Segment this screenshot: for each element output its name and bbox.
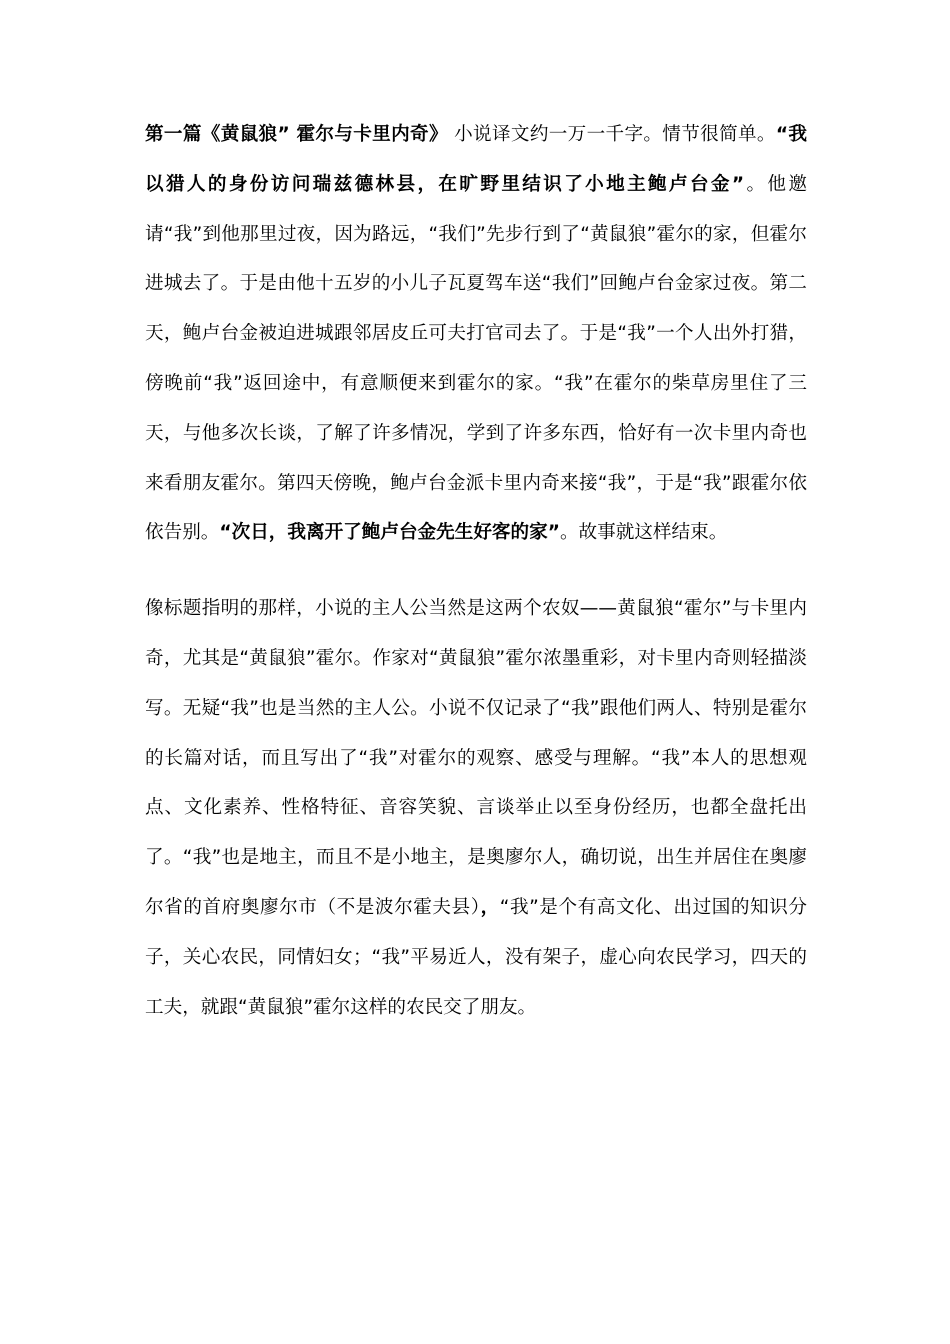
text-run: 。他邀请“我”到他那里过夜，因为路远，“我们”先步行到了“黄鼠狼”霍尔的家，但霍尔进城去了。于是由他十五岁的小儿子瓦夏驾车送“我们”回鲍卢台金家过夜。第二天，鲍卢台金被迫进城跟邻居皮丘可夫打官司去了。于是“我”一个人出外打猎，傍晚前“我”返回途中，有意顺便来到霍尔的家。“我”在霍尔的柴草房里住了三天，与他多次长谈，了解了许多情况，学到了许多东西，恰好有一次卡里内奇也来看朋友霍尔。第四天傍晚，鲍卢台金派卡里内奇来接“我”，于是“我”跟霍尔依依告别。 [145, 173, 807, 544]
paragraph-plot-summary [145, 110, 807, 558]
text-run: 小说译文约一万一千字。情节很简单。 [447, 124, 776, 145]
text-run: ， [480, 896, 500, 918]
paragraph-protagonists [145, 584, 807, 1032]
text-run: 第一篇《黄鼠狼” 霍尔与卡里内奇》 [145, 124, 448, 145]
text-run: 。故事就这样结束。 [559, 522, 728, 544]
text-run: “次日，我离开了鲍卢台金先生好客的家” [219, 522, 560, 544]
document-page [145, 110, 807, 1032]
text-run: 像标题指明的那样，小说的主人公当然是这两个农奴——黄鼠狼“霍尔”与卡里内奇，尤其是“黄鼠狼”霍尔。作家对“黄鼠狼”霍尔浓墨重彩，对卡里内奇则轻描淡写。无疑“我”也是当然的主人公。小说不仅记录了“我”跟他们两人、特别是霍尔的长篇对话，而且写出了“我”对霍尔的观察、感受与理解。“我”本人的思想观点、文化素养、性格特征、音容笑貌、言谈举止以至身份经历，也都全盘托出了。“我”也是地主，而且不是小地主，是奥廖尔人，确切说，出生并居住在奥廖尔省的首府奥廖尔市（不是波尔霍夫县） [145, 598, 807, 918]
text-run: “我以猎人的身份访问瑞兹德林县，在旷野里结识了小地主鲍卢台金” [145, 124, 807, 195]
text-run: “我”是个有高文化、出过国的知识分子，关心农民，同情妇女；“我”平易近人，没有架子，虚心向农民学习，四天的工夫，就跟“黄鼠狼”霍尔这样的农民交了朋友。 [145, 896, 807, 1018]
